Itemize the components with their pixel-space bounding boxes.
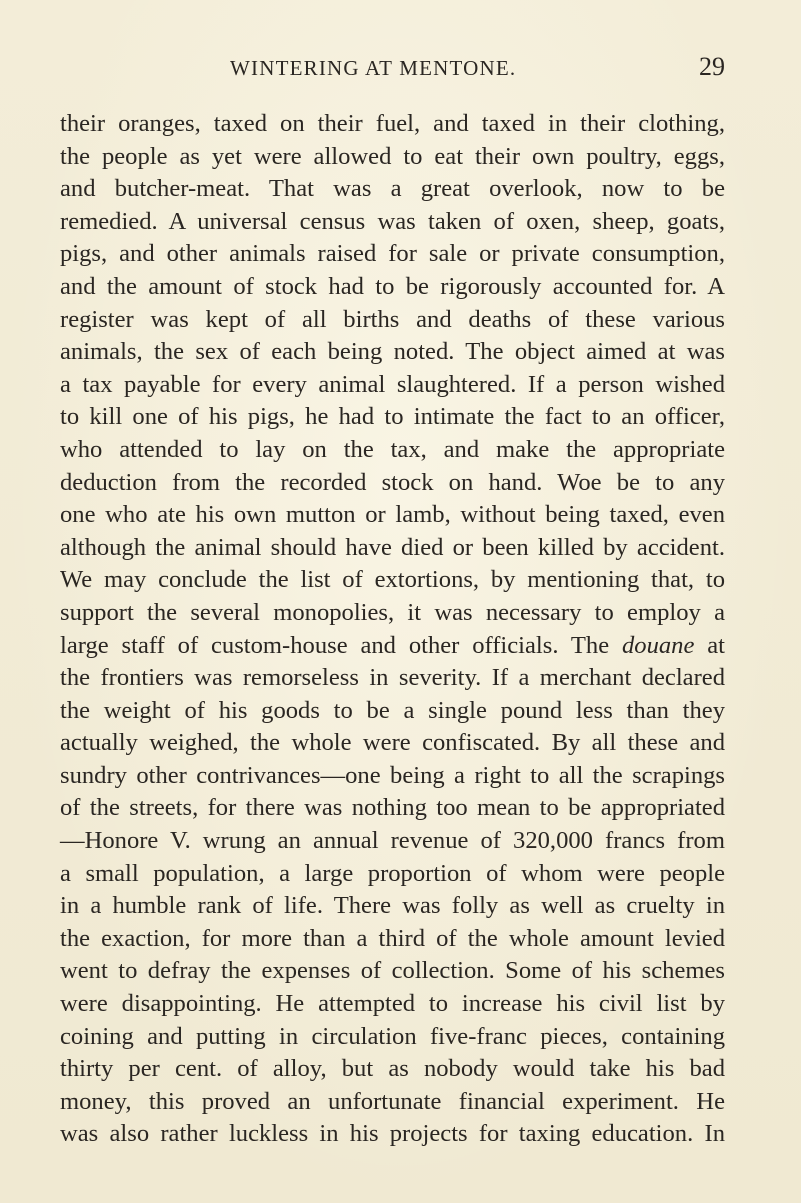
text-line: deduction from the recorded stock on hand. Woe be to any bbox=[60, 468, 725, 496]
text-line: although the animal should have died or been killed by accident. bbox=[60, 533, 725, 561]
text-line: a small population, a large proportion of whom were people bbox=[60, 859, 725, 887]
text-line: one who ate his own mutton or lamb, without being taxed, even bbox=[60, 501, 725, 529]
text-line: thirty per cent. of alloy, but as nobody would take his bad bbox=[60, 1055, 725, 1083]
text-line: the exaction, for more than a third of the whole amount levied bbox=[60, 924, 725, 952]
text-line: coining and putting in circulation five-franc pieces, containing bbox=[60, 1022, 725, 1050]
text-line: the people as yet were allowed to eat their own poultry, eggs, bbox=[60, 142, 725, 170]
text-line: went to defray the expenses of collection. Some of his schemes bbox=[60, 957, 725, 985]
text-line: and butcher-meat. That was a great overlook, now to be bbox=[60, 175, 725, 203]
page-header bbox=[60, 54, 725, 88]
text-line: was also rather luckless in his projects for taxing education. In bbox=[60, 1120, 725, 1148]
text-line: actually weighed, the whole were confiscated. By all these and bbox=[60, 729, 725, 757]
italic-word: douane bbox=[621, 631, 695, 659]
text-line: to kill one of his pigs, he had to intimate the fact to an officer, bbox=[60, 403, 725, 431]
text-line: pigs, and other animals raised for sale or private consumption, bbox=[60, 240, 725, 268]
text-line: and the amount of stock had to be rigorously accounted for. A bbox=[60, 272, 725, 300]
text-fragment: at bbox=[694, 631, 725, 659]
body-text bbox=[60, 108, 725, 1151]
text-line: We may conclude the list of extortions, by mentioning that, to bbox=[60, 566, 725, 594]
text-line: animals, the sex of each being noted. The object aimed at was bbox=[60, 338, 725, 366]
text-line: —Honore V. wrung an annual revenue of 320,000 francs from bbox=[60, 827, 725, 855]
text-line: of the streets, for there was nothing too mean to be appropriated bbox=[60, 794, 725, 822]
text-line: remedied. A universal census was taken of oxen, sheep, goats, bbox=[60, 207, 725, 235]
text-line: money, this proved an unfortunate financial experiment. He bbox=[60, 1087, 725, 1115]
text-line: a tax payable for every animal slaughtered. If a person wished bbox=[60, 370, 725, 398]
text-line: who attended to lay on the tax, and make the appropriate bbox=[60, 435, 725, 463]
text-line: the frontiers was remorseless in severity. If a merchant declared bbox=[60, 664, 725, 692]
running-title: WINTERING AT MENTONE. bbox=[230, 56, 517, 80]
text-line: were disappointing. He attempted to increase his civil list by bbox=[60, 990, 725, 1018]
text-line: the weight of his goods to be a single pound less than they bbox=[60, 696, 725, 724]
text-line: in a humble rank of life. There was folly as well as cruelty in bbox=[60, 892, 725, 920]
page-number: 29 bbox=[699, 52, 725, 81]
text-line: support the several monopolies, it was necessary to employ a bbox=[60, 598, 725, 626]
text-line: sundry other contrivances—one being a right to all the scrapings bbox=[60, 761, 725, 789]
text-line: register was kept of all births and deaths of these various bbox=[60, 305, 725, 333]
text-fragment: large staff of custom-house and other officials. The bbox=[60, 631, 622, 659]
text-line: their oranges, taxed on their fuel, and taxed in their clothing, bbox=[60, 110, 725, 137]
text-line-with-italic bbox=[60, 630, 725, 663]
